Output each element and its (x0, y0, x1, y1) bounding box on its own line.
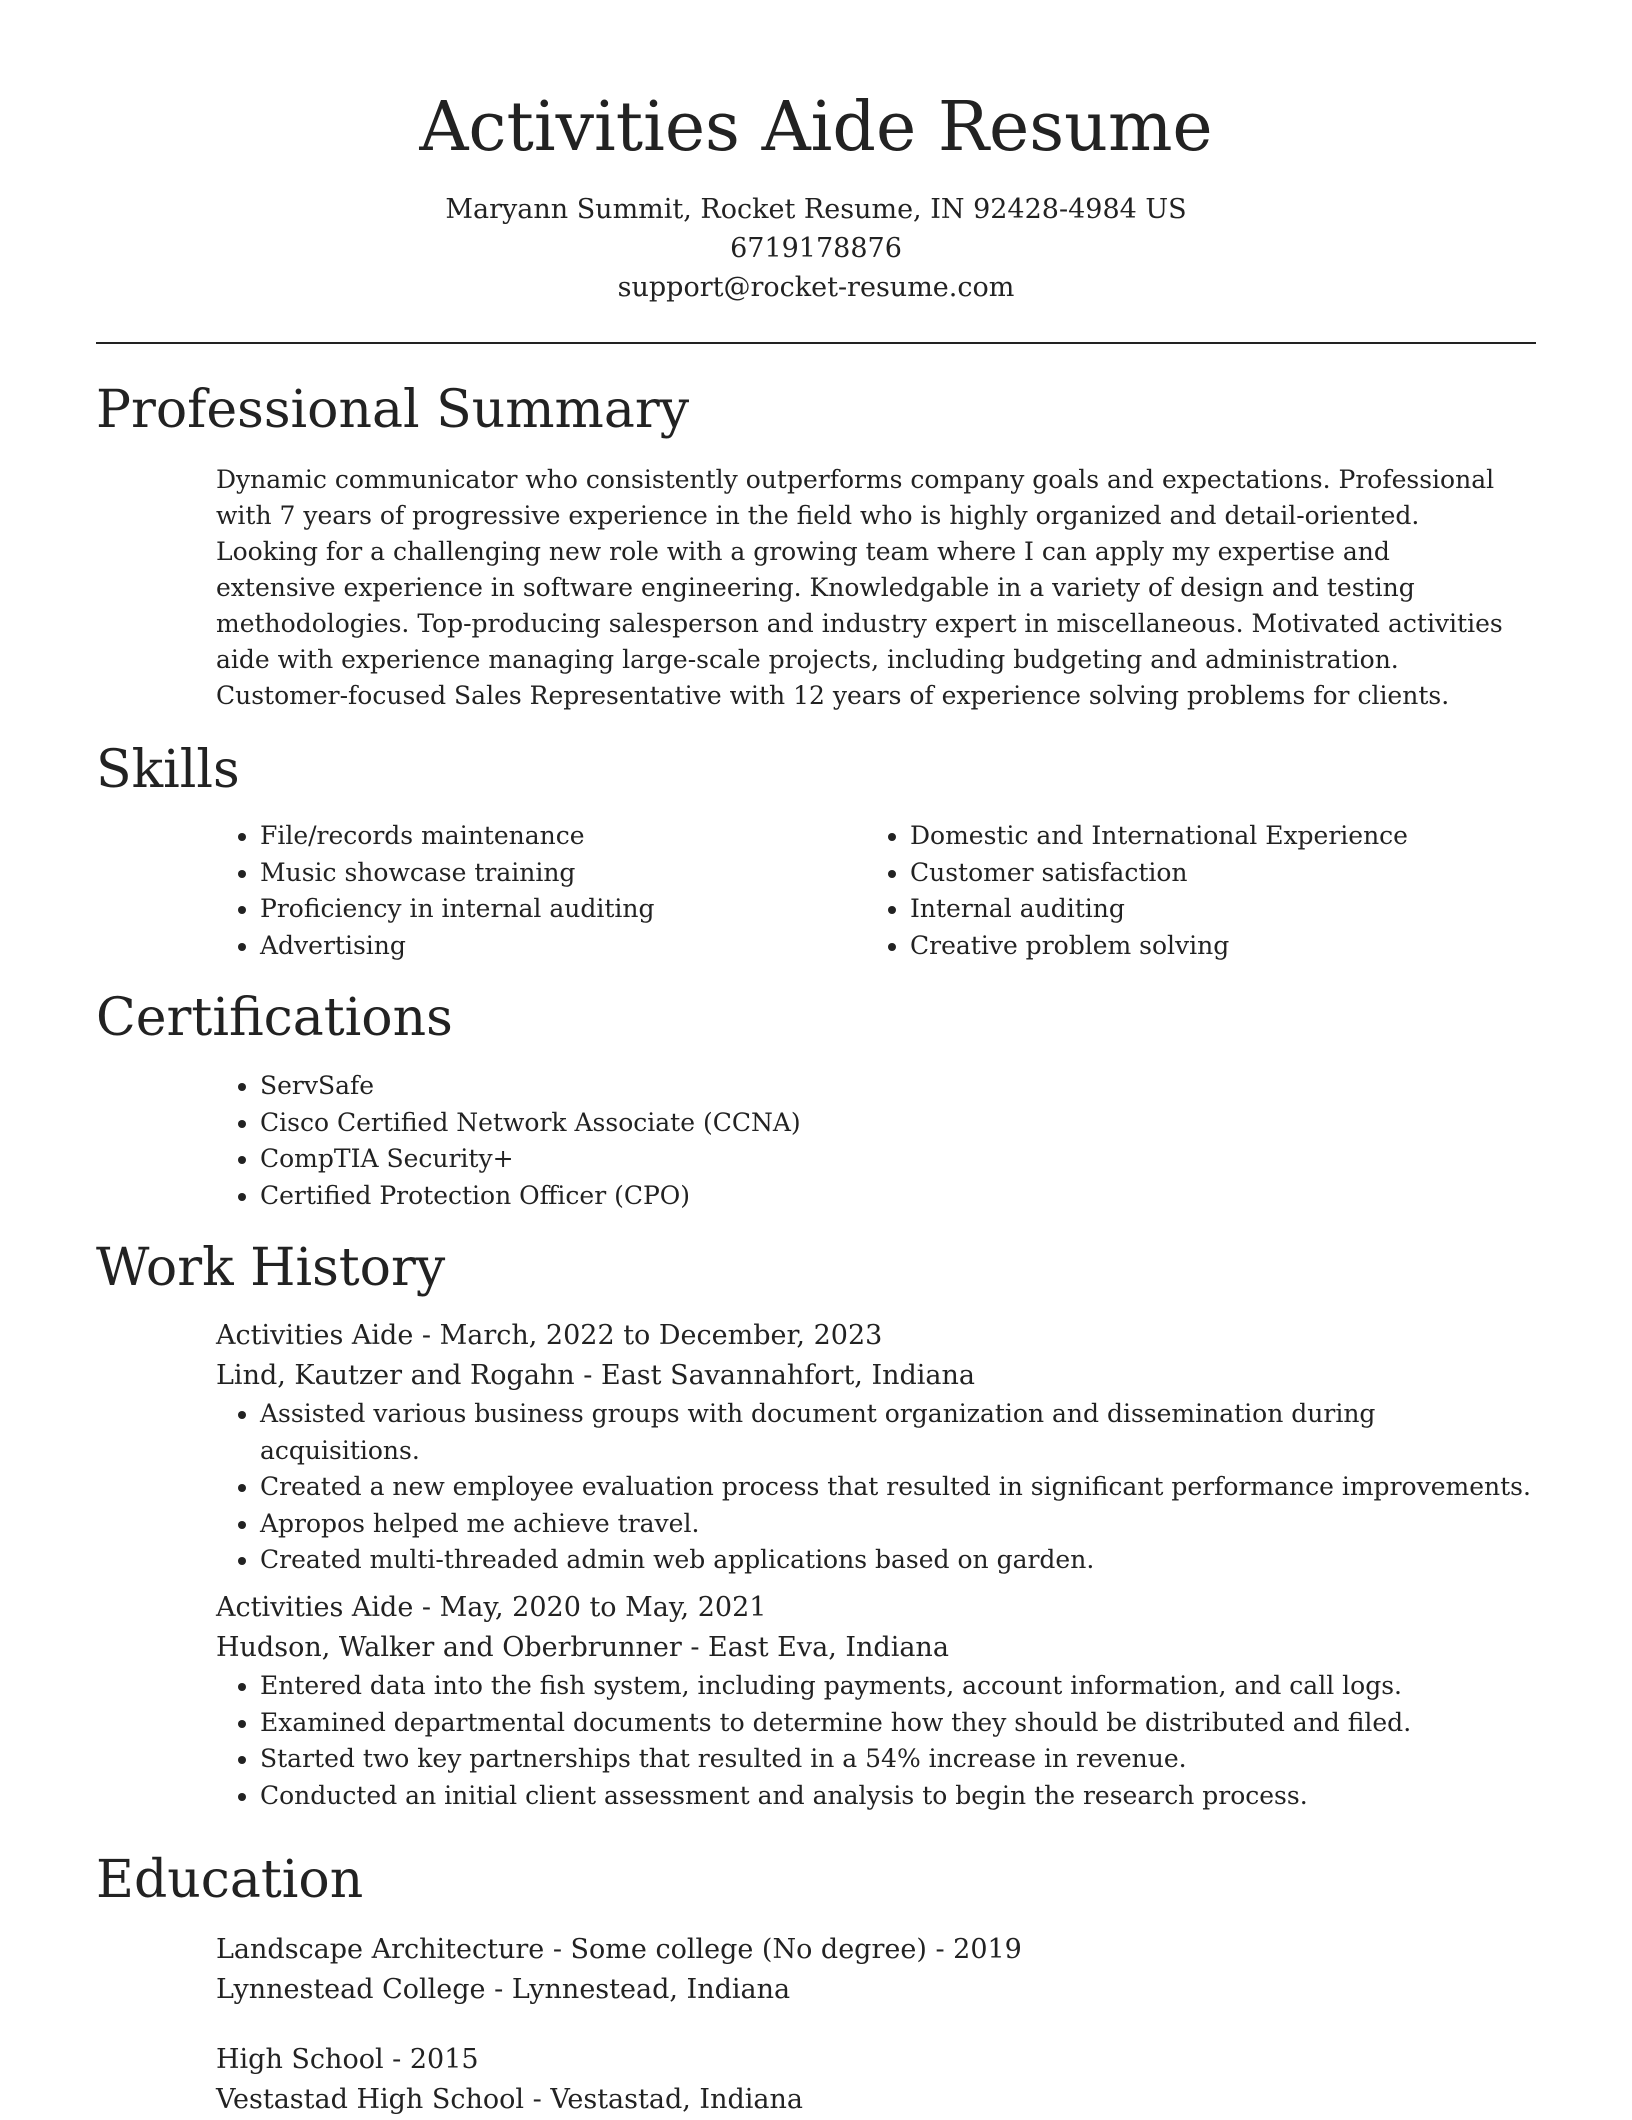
resume-title: Activities Aide Resume (419, 88, 1213, 167)
job-bullet: • Started two key partnerships that resulted in a 54% increase in revenue. (260, 1741, 1536, 1778)
skill-item: • Domestic and International Experience (910, 818, 1516, 855)
certifications-list (216, 1068, 1536, 1214)
education-entry (216, 2040, 1536, 2120)
certification-item: • Cisco Certified Network Associate (CCNA) (260, 1105, 1536, 1142)
skill-item: • File/records maintenance (260, 818, 866, 855)
skills-column-left (216, 818, 866, 964)
phone-number: 6719178876 (730, 233, 902, 264)
education-degree-line: Landscape Architecture - Some college (No degree) - 2019 (216, 1934, 1022, 1965)
job-bullet: • Created a new employee evaluation process that resulted in significant performance improvements. (260, 1469, 1536, 1506)
education-heading: Education (96, 1850, 364, 1910)
resume-header (0, 0, 1632, 307)
certifications-heading: Certifications (96, 988, 453, 1048)
skill-item: • Proficiency in internal auditing (260, 891, 866, 928)
certification-item: • ServSafe (260, 1068, 1536, 1105)
education-degree-line: High School - 2015 (216, 2044, 479, 2075)
education-school-line: Vestastad High School - Vestastad, Indiana (216, 2084, 803, 2115)
job-bullet: • Assisted various business groups with document organization and dissemination during acquisitions. (260, 1396, 1536, 1469)
skills-column-right (866, 818, 1516, 964)
job-bullet: • Conducted an initial client assessment and analysis to begin the research process. (260, 1778, 1536, 1815)
email-address: support@rocket-resume.com (617, 272, 1015, 303)
skill-item: • Music showcase training (260, 855, 866, 892)
skills-list (216, 818, 1516, 964)
header-divider (96, 342, 1536, 344)
skill-item: • Creative problem solving (910, 928, 1516, 965)
job-bullet: • Entered data into the fish system, including payments, account information, and call logs. (260, 1668, 1536, 1705)
skill-item: • Customer satisfaction (910, 855, 1516, 892)
skills-heading: Skills (96, 740, 240, 800)
job-title-line: Activities Aide - March, 2022 to December, 2023 (216, 1320, 883, 1351)
education-entry (216, 1930, 1536, 2010)
work-history-heading: Work History (96, 1238, 446, 1298)
summary-text: Dynamic communicator who consistently outperforms company goals and expectations. Professional with 7 years of progressive experience in the field who is highly organized and detail-oriented. Looking for a challenging new role with a growing team where I can apply my expertise and extensive experience in software engineering. Knowledgable in a variety of design and testing methodologies. Top-producing salesperson and industry expert in miscellaneous. Motivated activities aide with experience managing large-scale projects, including budgeting and administration. Customer-focused Sales Representative with 12 years of experience solving problems for clients. (216, 465, 1503, 710)
job-bullet: • Created multi-threaded admin web applications based on garden. (260, 1542, 1536, 1579)
job-entry (216, 1588, 1536, 1814)
job-employer-line: Hudson, Walker and Oberbrunner - East Eva, Indiana (216, 1632, 949, 1663)
skill-item: • Internal auditing (910, 891, 1516, 928)
certification-item: • CompTIA Security+ (260, 1141, 1536, 1178)
education-school-line: Lynnestead College - Lynnestead, Indiana (216, 1974, 791, 2005)
address: Maryann Summit, Rocket Resume, IN 92428-4984 US (445, 194, 1187, 225)
job-bullet: • Apropos helped me achieve travel. (260, 1506, 1536, 1543)
certification-item: • Certified Protection Officer (CPO) (260, 1178, 1536, 1215)
job-employer-line: Lind, Kautzer and Rogahn - East Savannahfort, Indiana (216, 1360, 976, 1391)
contact-info (0, 190, 1632, 307)
job-title-line: Activities Aide - May, 2020 to May, 2021 (216, 1592, 767, 1623)
job-bullet: • Examined departmental documents to determine how they should be distributed and filed. (260, 1705, 1536, 1742)
job-entry (216, 1316, 1536, 1579)
summary-heading: Professional Summary (96, 380, 690, 440)
skill-item: • Advertising (260, 928, 866, 965)
